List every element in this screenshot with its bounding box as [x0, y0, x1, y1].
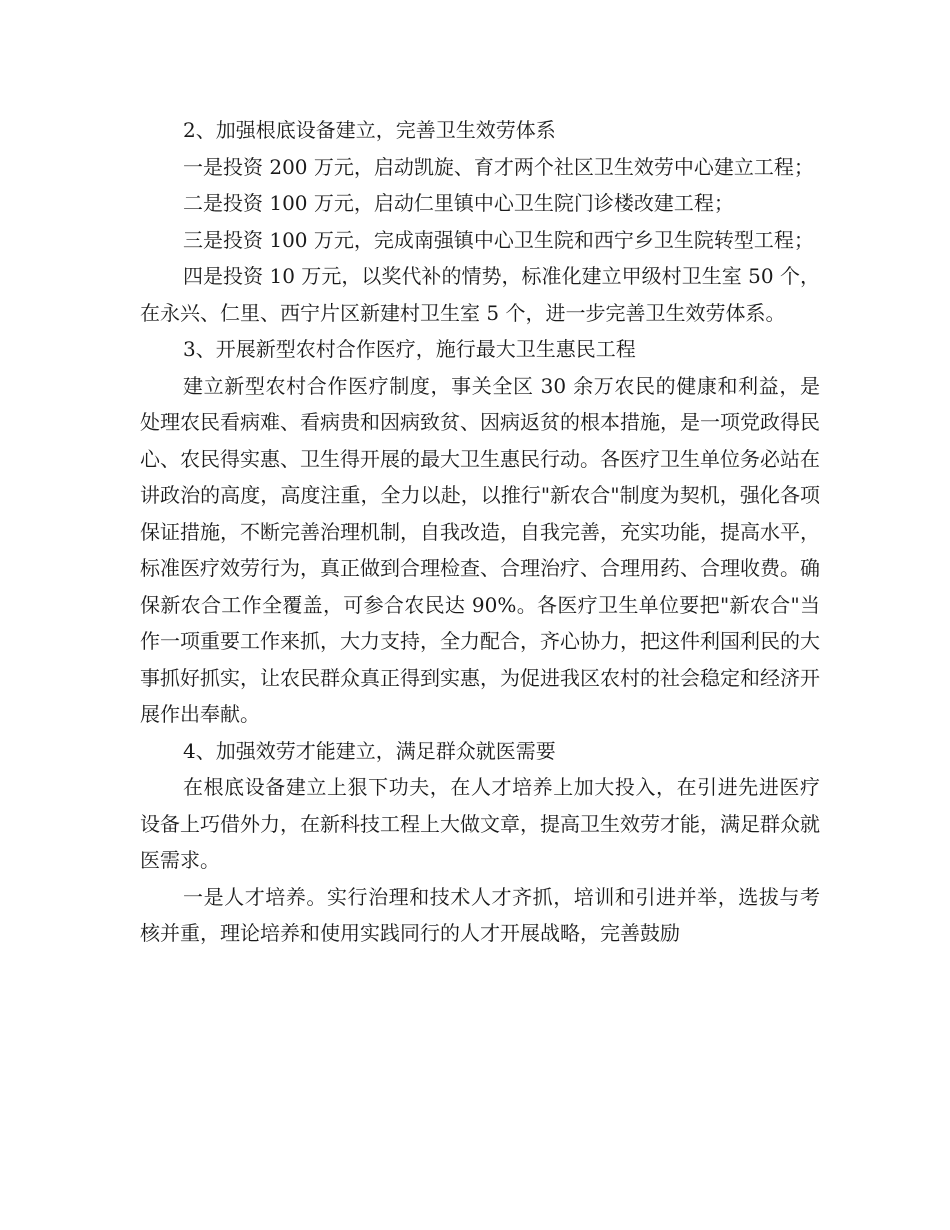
paragraph-ncms: 建立新型农村合作医疗制度，事关全区 30 余万农民的健康和利益，是处理农民看病难、看病贵和因病致贫、因病返贫的根本措施，是一项党政得民心、农民得实惠、卫生得开展的最大卫生惠民行动。各医疗卫生单位务必站在讲政治的高度，高度注重，全力以赴，以推行"新农合"制度为契机，强化各项保证措施，不断完善治理机制，自我改造，自我完善，充实功能，提高水平，标准医疗效劳行为，真正做到合理检查、合理治疗、合理用药、合理收费。确保新农合工作全覆盖，可参合农民达 90%。各医疗卫生单位要把"新农合"当作一项重要工作来抓，大力支持，全力配合，齐心协力，把这件利国利民的大事抓好抓实，让农民群众真正得到实惠，为促进我区农村的社会稳定和经济开展作出奉献。	[140, 373, 820, 726]
paragraph-item-1: 一是投资 200 万元，启动凯旋、育才两个社区卫生效劳中心建立工程；	[183, 154, 814, 179]
paragraph-talent-training: 一是人才培养。实行治理和技术人才齐抓，培训和引进并举，选拔与考核并重，理论培养和使用实践同行的人才开展战略，完善鼓励	[140, 884, 820, 945]
document-body	[140, 112, 820, 952]
section-heading-3: 3、开展新型农村合作医疗，施行最大卫生惠民工程	[183, 337, 636, 361]
paragraph-item-2: 二是投资 100 万元，启动仁里镇中心卫生院门诊楼改建工程；	[183, 191, 734, 215]
section-heading-4: 4、加强效劳才能建立，满足群众就医需要	[183, 738, 556, 763]
paragraph-item-3: 三是投资 100 万元，完成南强镇中心卫生院和西宁乡卫生院转型工程；	[183, 227, 814, 252]
paragraph-service-capacity: 在根底设备建立上狠下功夫，在人才培养上加大投入，在引进先进医疗设备上巧借外力，在新科技工程上大做文章，提高卫生效劳才能，满足群众就医需求。	[140, 775, 820, 872]
section-heading-2: 2、加强根底设备建立，完善卫生效劳体系	[183, 118, 556, 142]
paragraph-item-4: 四是投资 10 万元，以奖代补的情势，标准化建立甲级村卫生室 50 个，在永兴、仁里、西宁片区新建村卫生室 5 个，进一步完善卫生效劳体系。	[140, 264, 820, 325]
